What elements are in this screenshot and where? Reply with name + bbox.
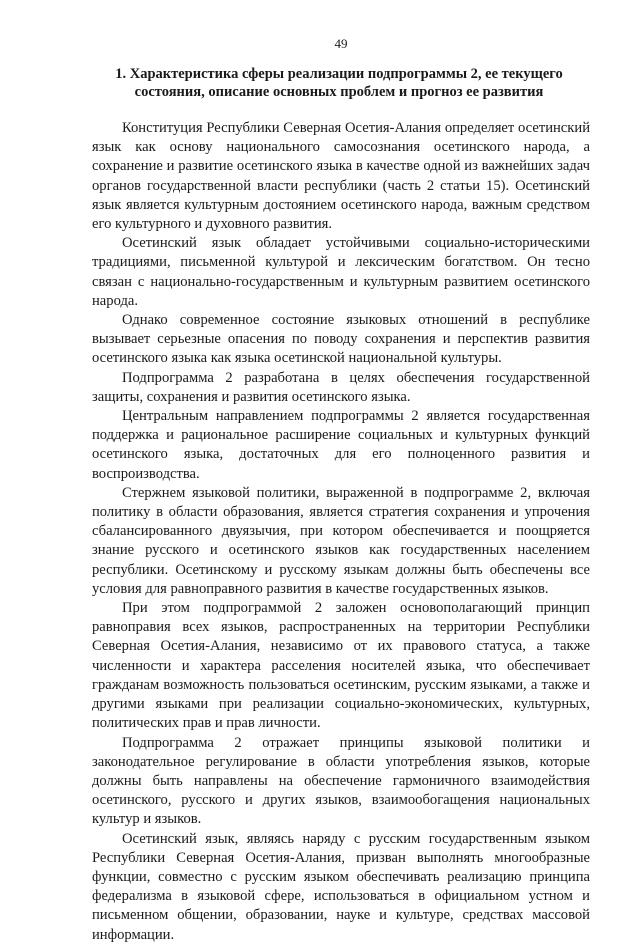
- page-number: 49: [334, 36, 348, 51]
- paragraph: Осетинский язык, являясь наряду с русским государственным языком Республики Северная Осетия-Алания, призван выполнять многообразные функции, совместно с русским языком обеспечивать реализацию принципа федерализма в языковой сфере, использоваться в официальном устном и письменном общении, образовании, науке и культуре, средствах массовой информации.: [92, 830, 590, 943]
- paragraph: Осетинский язык обладает устойчивыми социально-историческими традициями, письменной культурой и лексическим богатством. Он тесно связан с национально-государственным и культурным развитием осетинского народа.: [92, 235, 590, 309]
- body-text: [92, 119, 590, 945]
- paragraph: Центральным направлением подпрограммы 2 является государственная поддержка и рациональное расширение социальных и культурных функций осетинского языка, достаточных для его полноценного развития и воспроизводства.: [92, 408, 590, 482]
- section-heading: 1. Характеристика сферы реализации подпрограммы 2, ее текущего состояния, описание основных проблем и прогноз ее развития: [115, 66, 563, 100]
- paragraph: Стержнем языковой политики, выраженной в подпрограмме 2, включая политику в области образования, является стратегия сохранения и упрочения сбалансированного двуязычия, при котором обеспечивается и поощряется знание русского и осетинского языков как государственных населением республики. Осетинскому и русскому языкам должны быть обеспечены все условия для равноправного развития в качестве государственных языков.: [92, 484, 590, 597]
- paragraph: Однако современное состояние языковых отношений в республике вызывает серьезные опасения по поводу сохранения и перспектив развития осетинского языка как языка осетинской национальной культуры.: [92, 312, 590, 367]
- paragraph: Подпрограмма 2 отражает принципы языковой политики и законодательное регулирование в области употребления языков, которые должны быть направлены на обеспечение гармоничного взаимодействия осетинского, русского и других языков, взаимообогащения национальных культур и языков.: [92, 734, 590, 828]
- paragraph: Конституция Республики Северная Осетия-Алания определяет осетинский язык как основу национального самосознания осетинского народа, а сохранение и развитие осетинского языка в качестве одной из важнейших задач органов государственной власти республики (часть 2 статьи 15). Осетинский язык является культурным достоянием осетинского народа, важным средством его культурного и духовного развития.: [92, 120, 590, 233]
- paragraph: Подпрограмма 2 разработана в целях обеспечения государственной защиты, сохранения и развития осетинского языка.: [92, 369, 590, 405]
- paragraph: При этом подпрограммой 2 заложен основополагающий принцип равноправия всех языков, распространенных на территории Республики Северная Осетия-Алания, независимо от их правового статуса, а также численности и характера расселения носителей языка, что обеспечивает гражданам возможность пользоваться осетинским, русским языками, а также и другими языками при реализации социально-экономических, культурных, политических прав и прав личности.: [92, 600, 590, 732]
